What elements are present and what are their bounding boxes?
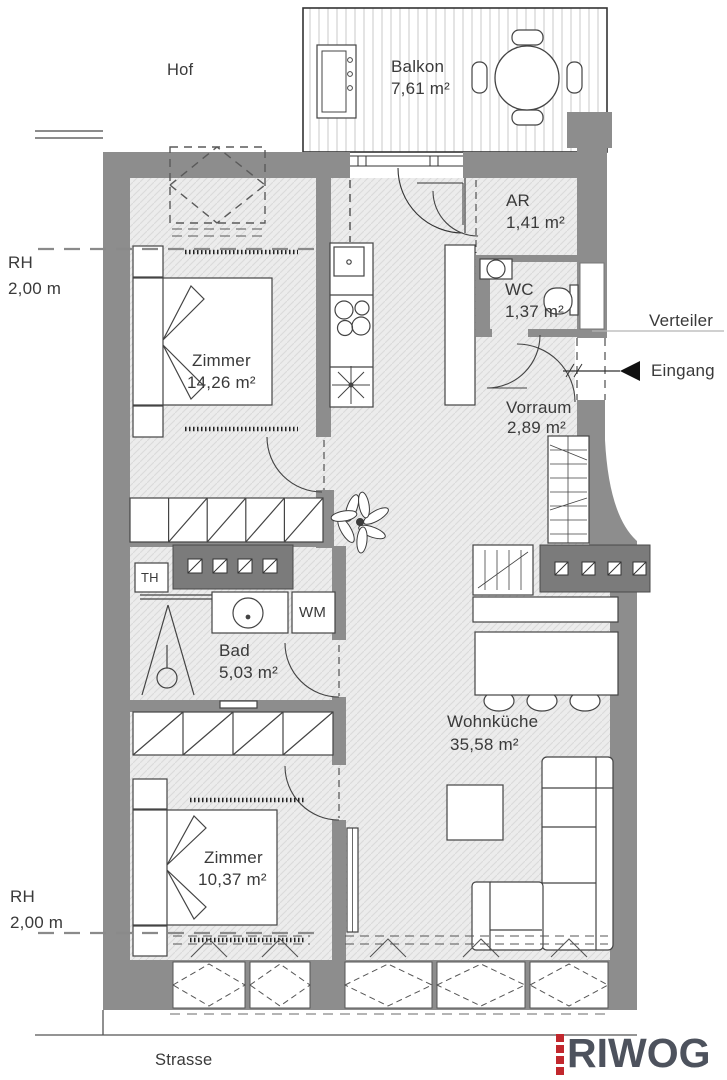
room-name-zimmer1: Zimmer — [192, 351, 251, 370]
boiler-label: TH — [141, 570, 159, 585]
rh-bottom-value: 2,00 m — [10, 913, 64, 932]
distribution-label: Verteiler — [649, 311, 714, 330]
room-area-zimmer2: 10,37 m² — [198, 870, 267, 889]
courtyard-fence-line — [35, 131, 103, 138]
rh-top-value: 2,00 m — [8, 279, 62, 298]
radiator — [347, 828, 358, 932]
wardrobe-row1 — [130, 498, 323, 542]
window-unit — [437, 962, 525, 1008]
coffee-table — [447, 785, 503, 840]
room-name-wohnkueche: Wohnküche — [447, 712, 539, 731]
room-name-balkon: Balkon — [391, 57, 445, 76]
vorraum-wardrobe — [548, 436, 589, 543]
washing-machine-label: WM — [299, 604, 327, 621]
tall-cabinet — [445, 245, 475, 405]
entrance-label: Eingang — [651, 361, 715, 380]
rh-top-label: RH — [8, 253, 33, 272]
room-name-ar: AR — [506, 191, 531, 210]
dining-table — [475, 632, 618, 695]
wc-sink — [480, 259, 512, 279]
room-area-balkon: 7,61 m² — [391, 79, 451, 98]
room-area-wohnkueche: 35,58 m² — [450, 735, 519, 754]
distribution-board-niche — [580, 263, 604, 329]
window-unit — [250, 962, 310, 1008]
kitchen-bench — [473, 597, 618, 622]
entrance-arrow-icon — [620, 361, 640, 381]
window-unit — [173, 962, 245, 1008]
window-unit — [530, 962, 608, 1008]
room-area-bad: 5,03 m² — [219, 663, 279, 682]
rh-bottom-label: RH — [10, 887, 35, 906]
bath-mat — [220, 701, 257, 708]
planter — [317, 45, 356, 118]
street-label: Strasse — [155, 1051, 213, 1069]
riwog-logo-dots-icon — [556, 1034, 564, 1075]
room-name-vorraum: Vorraum — [506, 398, 572, 417]
room-area-vorraum: 2,89 m² — [507, 418, 567, 437]
wardrobe-row2 — [133, 712, 333, 755]
courtyard-label: Hof — [167, 61, 194, 79]
room-area-ar: 1,41 m² — [506, 213, 566, 232]
entrance-opening — [575, 338, 609, 400]
riwog-logo-text: RIWOG — [567, 1030, 711, 1077]
kitchen-counter — [330, 243, 373, 407]
room-area-zimmer1: 14,26 m² — [187, 373, 256, 392]
balcony — [303, 8, 607, 152]
sideboard — [473, 545, 533, 595]
bathroom-vanity — [212, 592, 288, 633]
room-name-bad: Bad — [219, 641, 250, 660]
riwog-logo — [556, 1032, 710, 1075]
window-unit — [345, 962, 432, 1008]
room-name-zimmer2: Zimmer — [204, 848, 263, 867]
room-name-wc: WC — [505, 280, 534, 299]
room-area-wc: 1,37 m² — [505, 302, 565, 321]
